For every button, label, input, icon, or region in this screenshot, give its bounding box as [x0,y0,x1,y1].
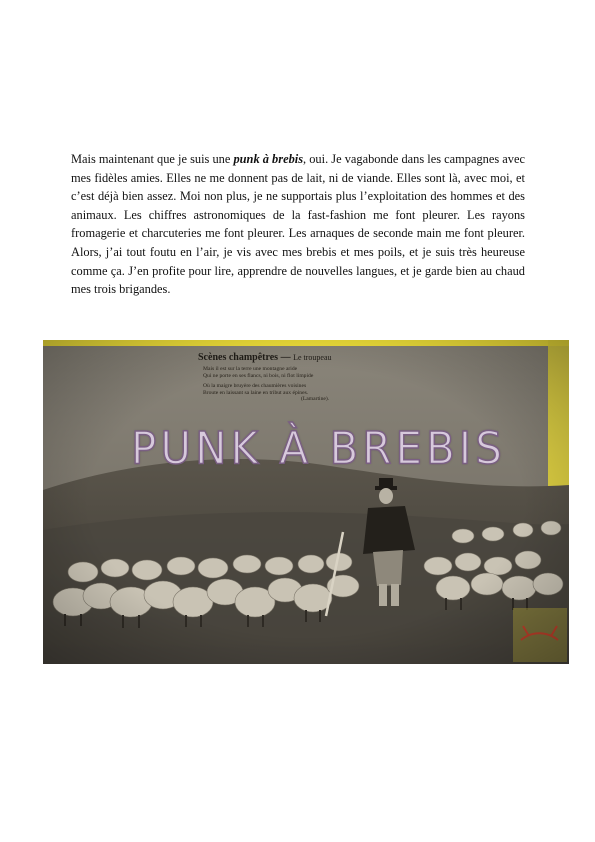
postcard-subtitle: Le troupeau [293,353,332,362]
postcard-caption [198,352,332,363]
body-paragraph [71,150,525,299]
vintage-postcard-photo [43,340,569,664]
paragraph-start: Mais maintenant que je suis une [71,152,234,166]
poem-author: (Lamartine). [301,396,330,403]
poem-line: Où la maigre bruyère des chaumières voisines [203,383,307,390]
poem-line: Broute en laissant sa laine en tribut aux épines. [203,389,309,396]
postcard-title: Scènes champêtres — [198,352,291,363]
poem-line: Qui ne porte en ses flancs, ni bois, ni flot limpide [203,372,314,379]
paragraph-emphasis: punk à brebis [233,152,304,166]
poem-line: Mais il est sur la terre une montagne aride [203,366,298,372]
paragraph-rest: , oui. Je vagabonde dans les campagnes avec mes fidèles amies. Elles ne me donnent pas de lait, ni de viande. Elles sont là, avec moi, et c’est déjà bien assez. Moi non plus, je ne supportais plus l’exploitation des hommes et des animaux. Les chiffres astronomiques de la fast-fashion me font pleurer. Les rayons fromagerie et charcuteries me font pleurer. Les arnaques de seconde main me font pleurer. Alors, j’ai tout foutu en l’air, je vis avec mes brebis et mes poils, et je suis très heureuse comme ça. J’en profite pour lire, apprendre de nouvelles langues, et je garde bien au chaud mes trois brigandes. [71,152,526,297]
punk-a-brebis-overlay: PUNK À BREBIS [131,422,506,474]
postcard-poem [203,366,329,403]
